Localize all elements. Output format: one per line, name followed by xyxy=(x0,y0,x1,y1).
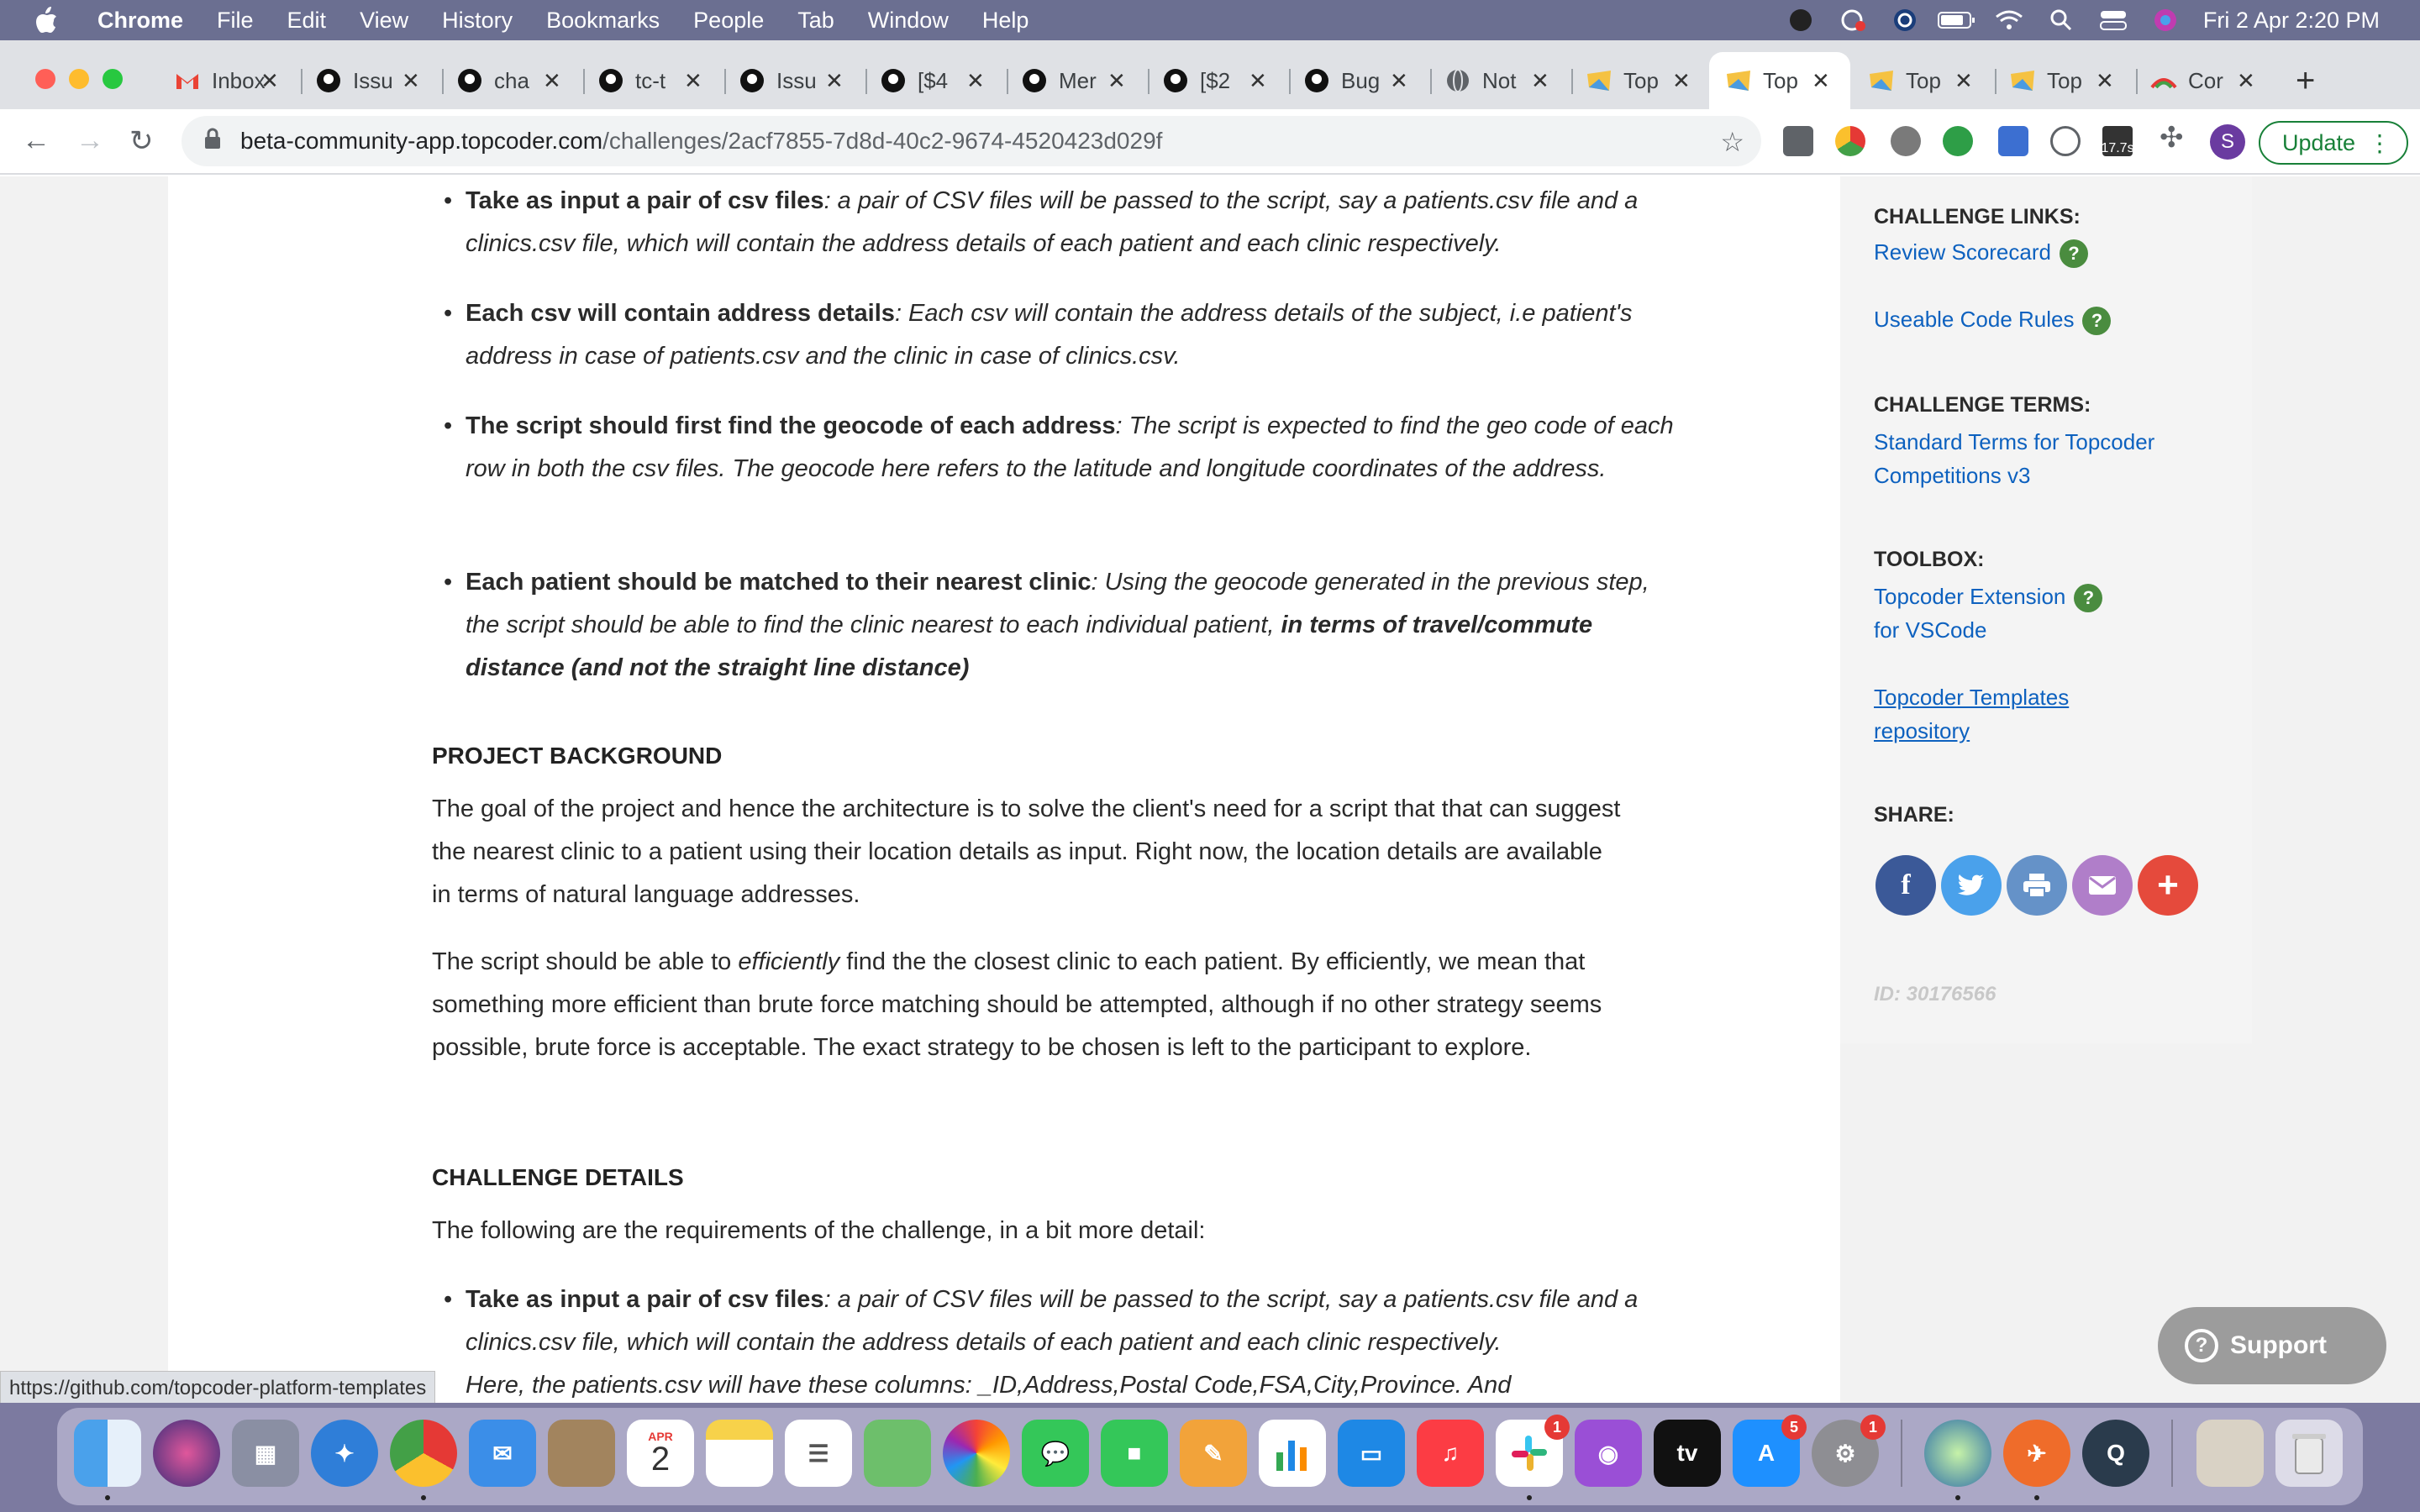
tab-close-icon[interactable]: ✕ xyxy=(260,67,279,93)
app-dock-icon[interactable] xyxy=(1924,1420,1991,1487)
back-arrow-icon[interactable]: ← xyxy=(22,124,50,156)
tab-close-icon[interactable]: ✕ xyxy=(543,67,561,93)
tab-cor[interactable] xyxy=(2151,52,2257,109)
link-label: Review Scorecard xyxy=(1874,239,2051,265)
status-dark-circle-icon[interactable] xyxy=(1786,8,1815,33)
app-menu-chrome[interactable]: Chrome xyxy=(97,7,184,33)
tab-github-bug[interactable] xyxy=(1304,52,1410,109)
finder-icon[interactable] xyxy=(74,1420,141,1487)
tab-topcoder-4[interactable] xyxy=(2010,52,2116,109)
requirement-item: • The script should first find the geocode of each address: The script is expected to find the geo code of each row in both the csv files. The geocode here refers to the latitude and longitude coordinates of the address. xyxy=(444,412,1674,482)
app-store-badge: 5 xyxy=(1781,1415,1807,1440)
tab-title: Top xyxy=(1906,67,1941,93)
facebook-share-icon[interactable]: f xyxy=(1876,855,1936,916)
github-icon xyxy=(1304,68,1329,93)
requirement-title: The script should first find the geocode of each address xyxy=(466,412,1116,439)
postman-icon[interactable]: ✈ xyxy=(2003,1420,2070,1487)
screen-record-icon[interactable] xyxy=(1839,8,1867,33)
vscode-extension-link[interactable] xyxy=(1874,580,2102,647)
tab-close-icon[interactable]: ✕ xyxy=(825,67,844,93)
tab-title: Top xyxy=(1763,67,1798,93)
topcoder-icon xyxy=(2010,68,2035,93)
url-path: /challenges/2acf7855-7d8d-40c2-9674-4520423d029f xyxy=(602,128,1163,154)
github-icon xyxy=(739,68,765,93)
requirement-title: Take as input a pair of csv files xyxy=(466,187,824,214)
menu-history[interactable]: History xyxy=(442,7,513,33)
menu-edit[interactable]: Edit xyxy=(287,7,327,33)
tab-gmail[interactable] xyxy=(175,52,281,109)
notes-icon[interactable] xyxy=(706,1420,773,1487)
tab-close-icon[interactable]: ✕ xyxy=(402,67,420,93)
tab-title: Issu xyxy=(776,67,817,93)
tab-close-icon[interactable]: ✕ xyxy=(1531,67,1549,93)
topcoder-icon xyxy=(1869,68,1894,93)
challenge-content xyxy=(168,176,1840,1403)
trash-icon[interactable] xyxy=(2275,1420,2343,1487)
menu-bookmarks[interactable]: Bookmarks xyxy=(546,7,660,33)
tab-title: Inbox xyxy=(212,67,266,93)
tab-title: [$2 xyxy=(1200,67,1231,93)
battery-icon[interactable] xyxy=(1943,8,1971,33)
tab-topcoder-active[interactable] xyxy=(1709,52,1850,109)
help-icon[interactable]: ? xyxy=(2060,239,2088,268)
tab-topcoder-3[interactable] xyxy=(1869,52,1975,109)
requirement-text: : Using the geocode generated in the previous step, the script should be able to find the clinic nearest to each individual patient, xyxy=(466,569,1649,638)
page-viewport xyxy=(0,176,2420,1403)
paragraph-text: find the the closest clinic to each patient. By efficiently, we mean that something more efficient than brute force matching should be attempted, although if no other strategy seems possible, brute force is acceptable. The exact strategy to be chosen is left to the participant to explore. xyxy=(432,948,1602,1061)
review-scorecard-link[interactable] xyxy=(1874,235,2088,269)
control-center-icon[interactable] xyxy=(2099,8,2128,33)
github-icon xyxy=(881,68,906,93)
downloads-stack-icon[interactable] xyxy=(2196,1420,2264,1487)
requirement-title: Each csv will contain address details xyxy=(466,300,895,327)
chrome-dock-icon[interactable] xyxy=(390,1420,457,1487)
github-icon xyxy=(1163,68,1188,93)
calendar-month: APR xyxy=(648,1430,673,1443)
extension-green-icon[interactable] xyxy=(1943,126,1973,156)
menu-people[interactable]: People xyxy=(693,7,765,33)
tab-close-icon[interactable]: ✕ xyxy=(1107,67,1126,93)
tab-title: tc-t xyxy=(635,67,666,93)
macos-menu-bar xyxy=(0,0,2420,40)
bookmark-star-icon[interactable]: ☆ xyxy=(1720,127,1744,157)
tab-title: Top xyxy=(2047,67,2082,93)
menu-file[interactable]: File xyxy=(217,7,254,33)
tab-title: Not xyxy=(1482,67,1517,93)
siri-dock-icon[interactable] xyxy=(153,1420,220,1487)
update-label: Update xyxy=(2282,129,2356,155)
tab-title: Cor xyxy=(2188,67,2223,93)
slack-badge: 1 xyxy=(1544,1415,1570,1440)
section-heading-challenge-details: CHALLENGE DETAILS xyxy=(432,1164,684,1190)
link-label: Competitions v3 xyxy=(1874,463,2031,488)
link-label: Topcoder Extension xyxy=(1874,584,2066,609)
paragraph: The goal of the project and hence the architecture is to solve the client's need for a script that that can suggest the nearest clinic to a patient using their location details as input. Right now, the location details are available in terms of natural language addresses. xyxy=(432,795,1621,908)
tab-close-icon[interactable]: ✕ xyxy=(966,67,985,93)
help-icon[interactable]: ? xyxy=(2082,307,2111,335)
tab-not-found[interactable] xyxy=(1445,52,1551,109)
extension-grey-icon[interactable] xyxy=(1891,126,1921,156)
rainbow-icon xyxy=(2151,68,2176,93)
support-button[interactable] xyxy=(2158,1307,2386,1384)
music-icon[interactable]: ♫ xyxy=(1417,1420,1484,1487)
siri-icon[interactable] xyxy=(2151,8,2180,33)
tab-github-merge[interactable] xyxy=(1022,52,1128,109)
extension-blue-icon[interactable] xyxy=(1998,126,2028,156)
tab-title: cha xyxy=(494,67,529,93)
extension-code-icon[interactable] xyxy=(2050,126,2081,156)
photos-icon[interactable] xyxy=(943,1420,1010,1487)
requirement-title: Take as input a pair of csv files xyxy=(466,1286,824,1313)
forward-arrow-icon[interactable]: → xyxy=(76,124,104,156)
menu-view[interactable]: View xyxy=(360,7,409,33)
tab-close-icon[interactable]: ✕ xyxy=(2237,67,2255,93)
link-label: Topcoder Templates xyxy=(1874,685,2070,710)
lock-icon[interactable] xyxy=(203,128,222,155)
requirement-text: : a pair of CSV files will be passed to the script, say a patients.csv file and a clinics.csv file, which will contain the address details of each patient and each clinic respectively. xyxy=(466,1286,1639,1356)
extension-calendar-icon[interactable] xyxy=(1783,126,1813,156)
requirement-item: • Each csv will contain address details: Each csv will contain the address details of the subject, i.e patient's address in case of patients.csv and the clinic in case of clinics.csv. xyxy=(444,300,1633,370)
help-circle-icon: ? xyxy=(2185,1329,2218,1362)
requirement-emphasis: in terms of travel/commute distance (and not the straight line distance) xyxy=(466,612,1593,681)
globe-icon xyxy=(1445,68,1470,93)
more-share-icon[interactable]: + xyxy=(2138,855,2198,916)
reload-icon[interactable]: ↻ xyxy=(129,125,154,157)
safari-icon[interactable]: ✦ xyxy=(311,1420,378,1487)
requirement-text: : The script is expected to find the geo code of each row in both the csv files. The geocode here refers to the latitude and longitude coordinates of the address. xyxy=(466,412,1674,482)
link-hover-status: https://github.com/topcoder-platform-templates xyxy=(0,1371,435,1404)
profile-avatar[interactable]: S xyxy=(2210,124,2245,160)
sidebar-heading-links: CHALLENGE LINKS: xyxy=(1874,205,2081,228)
menu-help[interactable]: Help xyxy=(981,7,1029,33)
extension-timer-icon[interactable] xyxy=(2102,126,2133,156)
chrome-tab-strip xyxy=(0,40,2420,109)
tab-title: Bug xyxy=(1341,67,1381,93)
window-minimize-button[interactable] xyxy=(69,69,89,89)
tab-close-icon[interactable]: ✕ xyxy=(1812,67,1830,93)
standard-terms-link[interactable] xyxy=(1874,425,2154,492)
sidebar-heading-toolbox: TOOLBOX: xyxy=(1874,548,1985,571)
tab-github-cha[interactable] xyxy=(457,52,563,109)
mail-icon[interactable]: ✉ xyxy=(469,1420,536,1487)
system-preferences-icon[interactable]: ⚙ 1 xyxy=(1812,1420,1879,1487)
app-store-icon[interactable]: A 5 xyxy=(1733,1420,1800,1487)
apple-tv-icon[interactable]: tv xyxy=(1654,1420,1721,1487)
paragraph-emphasis: efficiently xyxy=(738,948,840,975)
topcoder-icon xyxy=(1726,68,1751,93)
github-icon xyxy=(457,68,482,93)
menu-window[interactable]: Window xyxy=(867,7,949,33)
chrome-toolbar xyxy=(0,109,2420,175)
window-zoom-button[interactable] xyxy=(103,69,123,89)
new-tab-button[interactable]: + xyxy=(2296,62,2316,99)
tab-github-issues[interactable] xyxy=(316,52,422,109)
tab-github-4[interactable] xyxy=(881,52,986,109)
tab-title: Issu xyxy=(353,67,393,93)
app-status-icon[interactable] xyxy=(1891,8,1919,33)
tab-close-icon[interactable]: ✕ xyxy=(684,67,702,93)
calendar-icon[interactable] xyxy=(627,1420,694,1487)
sidebar-heading-share: SHARE: xyxy=(1874,803,1954,827)
challenge-sidebar xyxy=(1840,176,2252,1043)
pages-icon[interactable]: ✎ xyxy=(1180,1420,1247,1487)
macos-dock xyxy=(0,1403,2420,1512)
tab-close-icon[interactable]: ✕ xyxy=(1390,67,1408,93)
link-label: for VSCode xyxy=(1874,617,1987,643)
maps-icon[interactable] xyxy=(864,1420,931,1487)
messages-icon[interactable]: 💬 xyxy=(1022,1420,1089,1487)
tab-github-2[interactable] xyxy=(1163,52,1269,109)
extensions-puzzle-icon[interactable]: ✣ xyxy=(2160,122,2184,154)
menu-tab[interactable]: Tab xyxy=(797,7,834,33)
tab-close-icon[interactable]: ✕ xyxy=(1249,67,1267,93)
tab-title: [$4 xyxy=(918,67,949,93)
requirement-item: • Take as input a pair of csv files: a pair of CSV files will be passed to the script, say a patients.csv file and a clinics.csv file, which will contain the address details of each patient and each clinic respectively. xyxy=(444,187,1639,257)
launchpad-icon[interactable]: ▦ xyxy=(232,1420,299,1487)
topcoder-icon xyxy=(1586,68,1612,93)
email-share-icon[interactable] xyxy=(2072,855,2133,916)
support-label: Support xyxy=(2230,1331,2327,1359)
github-icon xyxy=(1022,68,1047,93)
extension-color-icon[interactable] xyxy=(1835,126,1865,156)
wifi-icon[interactable] xyxy=(1995,8,2023,33)
paragraph-text: The script should be able to xyxy=(432,948,739,975)
tab-close-icon[interactable]: ✕ xyxy=(1954,67,1973,93)
requirement-item: • Take as input a pair of csv files: a pair of CSV files will be passed to the script, say a patients.csv file and a clinics.csv file, which will contain the address details of each patient and each clinic respectively. Here, the patients.csv will have these columns: _ID,Address,Postal Code,FSA,City,Province. And xyxy=(444,1286,1639,1399)
requirement-text: : Each csv will contain the address details of the subject, i.e patient's address in case of patients.csv and the clinic in case of clinics.csv. xyxy=(466,300,1633,370)
spotlight-search-icon[interactable] xyxy=(2047,8,2075,33)
paragraph: The following are the requirements of the challenge, in a bit more detail: xyxy=(432,1217,1206,1244)
facetime-icon[interactable]: ■ xyxy=(1101,1420,1168,1487)
gmail-icon xyxy=(175,68,200,93)
apple-menu-icon[interactable] xyxy=(34,6,67,34)
tab-github-issues-2[interactable] xyxy=(739,52,845,109)
tab-title: Top xyxy=(1623,67,1659,93)
tab-title: Mer xyxy=(1059,67,1097,93)
slack-icon[interactable] xyxy=(1496,1420,1563,1487)
contacts-icon[interactable] xyxy=(548,1420,615,1487)
templates-repository-link[interactable] xyxy=(1874,680,2069,748)
keynote-icon[interactable]: ▭ xyxy=(1338,1420,1405,1487)
reminders-icon[interactable]: ☰ xyxy=(785,1420,852,1487)
system-preferences-badge: 1 xyxy=(1860,1415,1886,1440)
challenge-id: ID: 30176566 xyxy=(1874,983,1996,1005)
github-icon xyxy=(316,68,341,93)
section-heading-project-background: PROJECT BACKGROUND xyxy=(432,743,723,769)
quicktime-icon[interactable]: Q xyxy=(2082,1420,2149,1487)
sidebar-heading-terms: CHALLENGE TERMS: xyxy=(1874,393,2091,417)
tab-close-icon[interactable]: ✕ xyxy=(2096,67,2114,93)
paragraph xyxy=(432,941,1625,1069)
more-menu-icon[interactable]: ⋮ xyxy=(2368,130,2391,156)
help-icon[interactable]: ? xyxy=(2074,584,2102,612)
extension-timer-badge: 17.7s xyxy=(2101,141,2134,155)
requirement-item: • Each patient should be matched to their nearest clinic: Using the geocode generated in the previous step, the script should be able to find the clinic nearest to each individual patient, in terms of travel/commute distance (and not the straight line distance) xyxy=(444,569,1649,681)
print-share-icon[interactable] xyxy=(2007,855,2067,916)
twitter-share-icon[interactable] xyxy=(1941,855,2002,916)
useable-code-rules-link[interactable] xyxy=(1874,302,2111,336)
window-close-button[interactable] xyxy=(35,69,55,89)
address-bar[interactable] xyxy=(182,116,1761,166)
url-host: beta-community-app.topcoder.com xyxy=(240,128,603,154)
requirement-title: Each patient should be matched to their nearest clinic xyxy=(466,569,1092,596)
update-button[interactable] xyxy=(2259,121,2408,165)
requirement-text: Here, the patients.csv will have these columns: _ID,Address,Postal Code,FSA,City,Province. And xyxy=(466,1372,1512,1399)
link-label: Useable Code Rules xyxy=(1874,307,2075,332)
tab-github-tc[interactable] xyxy=(598,52,704,109)
tab-topcoder-1[interactable] xyxy=(1586,52,1692,109)
link-label: Standard Terms for Topcoder xyxy=(1874,429,2155,454)
numbers-icon[interactable] xyxy=(1259,1420,1326,1487)
calendar-day: 2 xyxy=(650,1441,671,1478)
tab-close-icon[interactable]: ✕ xyxy=(1672,67,1691,93)
requirement-text: : a pair of CSV files will be passed to the script, say a patients.csv file and a clinics.csv file, which will contain the address details of each patient and each clinic respectively. xyxy=(466,187,1639,257)
link-label: repository xyxy=(1874,718,1970,743)
podcasts-icon[interactable]: ◉ xyxy=(1575,1420,1642,1487)
github-icon xyxy=(598,68,623,93)
menubar-clock[interactable]: Fri 2 Apr 2:20 PM xyxy=(2202,7,2380,33)
